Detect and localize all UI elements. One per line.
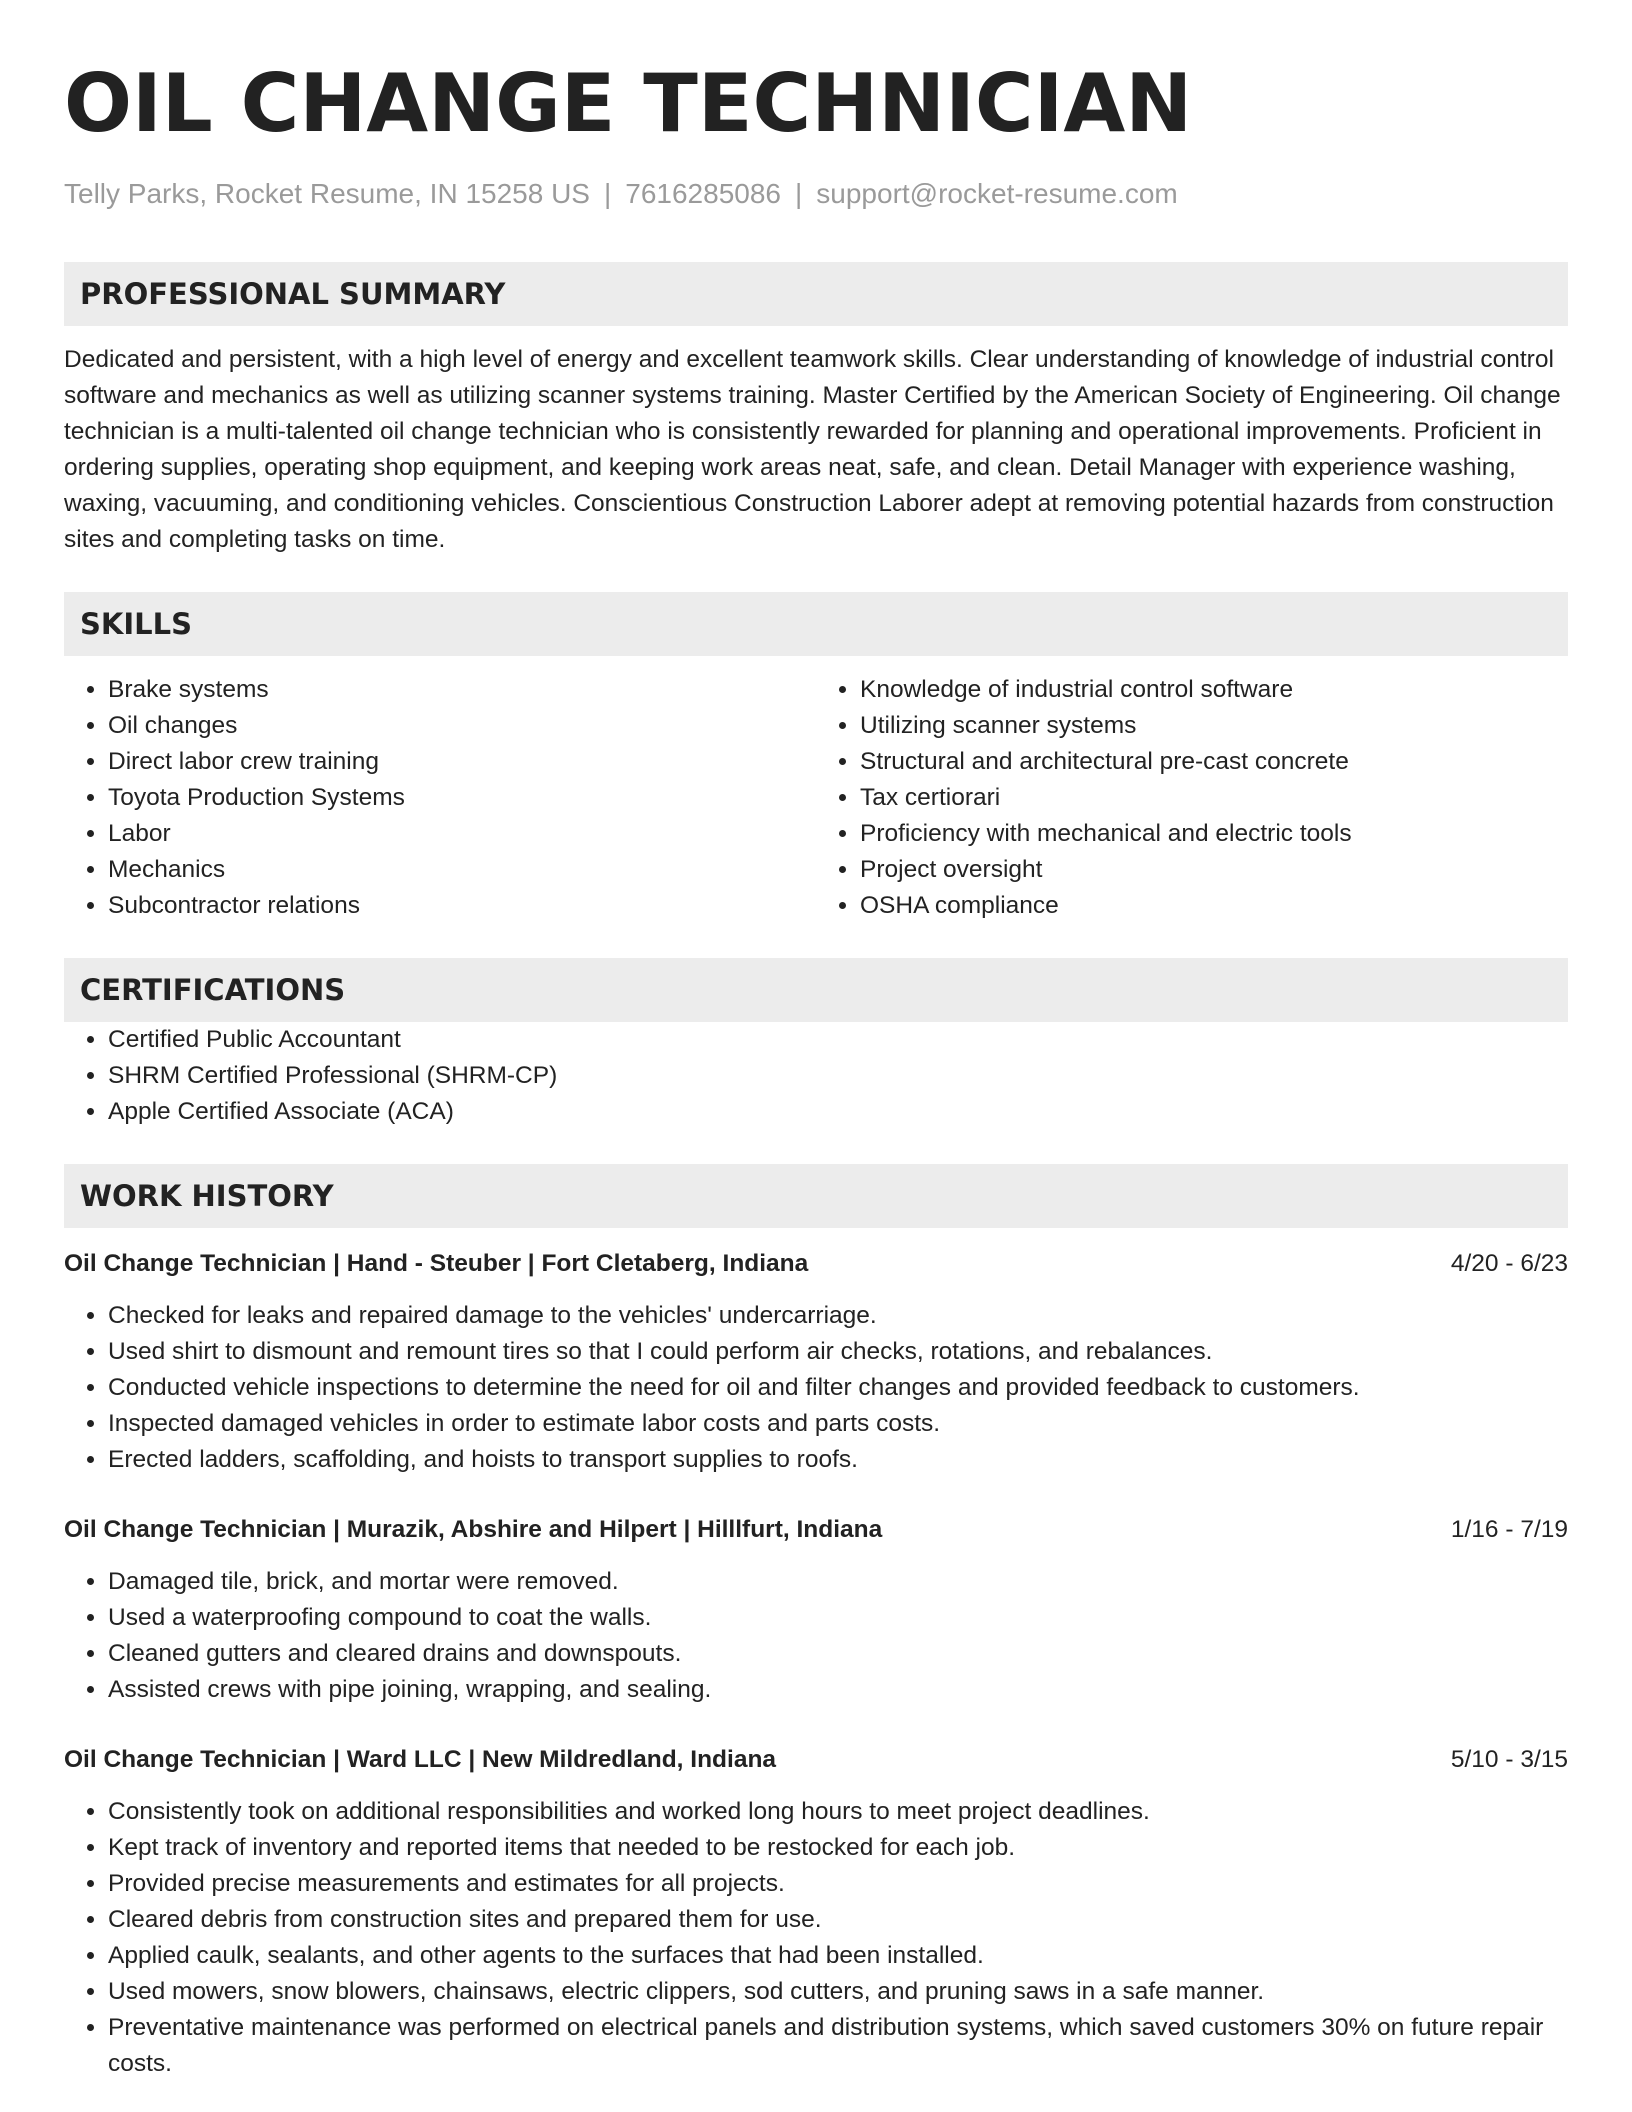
certifications-heading: CERTIFICATIONS: [64, 958, 1568, 1022]
job-title: Oil Change Technician | Hand - Steuber | Fort Cletaberg, Indiana: [64, 1250, 809, 1277]
certification-item: • Certified Public Accountant: [108, 1022, 1568, 1058]
contact-separator: |: [603, 178, 612, 209]
job-header: [64, 1246, 1568, 1282]
skills-heading: SKILLS: [64, 592, 1568, 656]
contact-email[interactable]: support@rocket-resume.com: [816, 178, 1178, 209]
skill-item: • Knowledge of industrial control software: [860, 672, 1568, 708]
skill-item: • Toyota Production Systems: [108, 780, 816, 816]
skill-item: • Subcontractor relations: [108, 888, 816, 924]
job-title: Oil Change Technician | Ward LLC | New Mildredland, Indiana: [64, 1746, 777, 1773]
job-bullet: • Cleared debris from construction sites and prepared them for use.: [108, 1902, 1568, 1938]
skills-column-right: [816, 672, 1568, 924]
resume-title: OIL CHANGE TECHNICIAN: [64, 57, 1193, 150]
skill-item: • Proficiency with mechanical and electric tools: [860, 816, 1568, 852]
skill-item: • Direct labor crew training: [108, 744, 816, 780]
skills-list: [64, 672, 1568, 924]
job-bullet: • Checked for leaks and repaired damage to the vehicles' undercarriage.: [108, 1298, 1568, 1334]
job-bullets: [64, 1298, 1568, 1478]
skill-item: • Project oversight: [860, 852, 1568, 888]
skill-item: • Labor: [108, 816, 816, 852]
summary-heading: PROFESSIONAL SUMMARY: [64, 262, 1568, 326]
skill-item: • Brake systems: [108, 672, 816, 708]
job-dates: 4/20 - 6/23: [1450, 1250, 1568, 1277]
job-entry: [64, 1246, 1568, 1478]
certifications-list: [64, 1022, 1568, 1130]
skills-column-left: [64, 672, 816, 924]
skill-item: • Tax certiorari: [860, 780, 1568, 816]
job-entry: [64, 1512, 1568, 1708]
job-bullet: • Used shirt to dismount and remount tires so that I could perform air checks, rotations, and rebalances.: [108, 1334, 1568, 1370]
job-header: [64, 1742, 1568, 1778]
summary-text: Dedicated and persistent, with a high level of energy and excellent teamwork skills. Clear understanding of knowledge of industrial control software and mechanics as well as utilizing scanner systems training. Master Certified by the American Society of Engineering. Oil change technician is a multi-talented oil change technician who is consistently rewarded for planning and operational improvements. Proficient in ordering supplies, operating shop equipment, and keeping work areas neat, safe, and clean. Detail Manager with experience washing, waxing, vacuuming, and conditioning vehicles. Conscientious Construction Laborer adept at removing potential hazards from construction sites and completing tasks on time.: [64, 346, 1561, 553]
contact-address: Telly Parks, Rocket Resume, IN 15258 US: [64, 178, 590, 209]
job-title: Oil Change Technician | Murazik, Abshire and Hilpert | Hilllfurt, Indiana: [64, 1516, 883, 1543]
work-history-heading: WORK HISTORY: [64, 1164, 1568, 1228]
contact-phone: 7616285086: [625, 178, 781, 209]
job-bullet: • Applied caulk, sealants, and other agents to the surfaces that had been installed.: [108, 1938, 1568, 1974]
job-bullets: [64, 1564, 1568, 1708]
contact-line: [64, 176, 1568, 212]
contact-separator: |: [795, 178, 803, 209]
job-dates: 5/10 - 3/15: [1450, 1746, 1568, 1773]
job-bullet: • Used mowers, snow blowers, chainsaws, electric clippers, sod cutters, and pruning saws in a safe manner.: [108, 1974, 1568, 2010]
job-bullet: • Inspected damaged vehicles in order to estimate labor costs and parts costs.: [108, 1406, 1568, 1442]
job-bullet: • Damaged tile, brick, and mortar were removed.: [108, 1564, 1568, 1600]
certification-item: • SHRM Certified Professional (SHRM-CP): [108, 1058, 1568, 1094]
job-bullet: • Erected ladders, scaffolding, and hoists to transport supplies to roofs.: [108, 1442, 1568, 1478]
skill-item: • Oil changes: [108, 708, 816, 744]
job-bullet: • Provided precise measurements and estimates for all projects.: [108, 1866, 1568, 1902]
job-bullet: • Kept track of inventory and reported items that needed to be restocked for each job.: [108, 1830, 1568, 1866]
job-bullets: [64, 1794, 1568, 2082]
skill-item: • Structural and architectural pre-cast concrete: [860, 744, 1568, 780]
job-bullet: • Assisted crews with pipe joining, wrapping, and sealing.: [108, 1672, 1568, 1708]
job-bullet: • Conducted vehicle inspections to determine the need for oil and filter changes and provided feedback to customers.: [108, 1370, 1568, 1406]
job-entry: [64, 1742, 1568, 2082]
skill-item: • Mechanics: [108, 852, 816, 888]
job-dates: 1/16 - 7/19: [1450, 1516, 1568, 1543]
certification-item: • Apple Certified Associate (ACA): [108, 1094, 1568, 1130]
skill-item: • Utilizing scanner systems: [860, 708, 1568, 744]
job-header: [64, 1512, 1568, 1548]
job-bullet: • Consistently took on additional responsibilities and worked long hours to meet project deadlines.: [108, 1794, 1568, 1830]
job-bullet: • Cleaned gutters and cleared drains and downspouts.: [108, 1636, 1568, 1672]
job-bullet: • Used a waterproofing compound to coat the walls.: [108, 1600, 1568, 1636]
job-bullet: • Preventative maintenance was performed on electrical panels and distribution systems, which saved customers 30% on future repair costs.: [108, 2010, 1568, 2082]
skill-item: • OSHA compliance: [860, 888, 1568, 924]
